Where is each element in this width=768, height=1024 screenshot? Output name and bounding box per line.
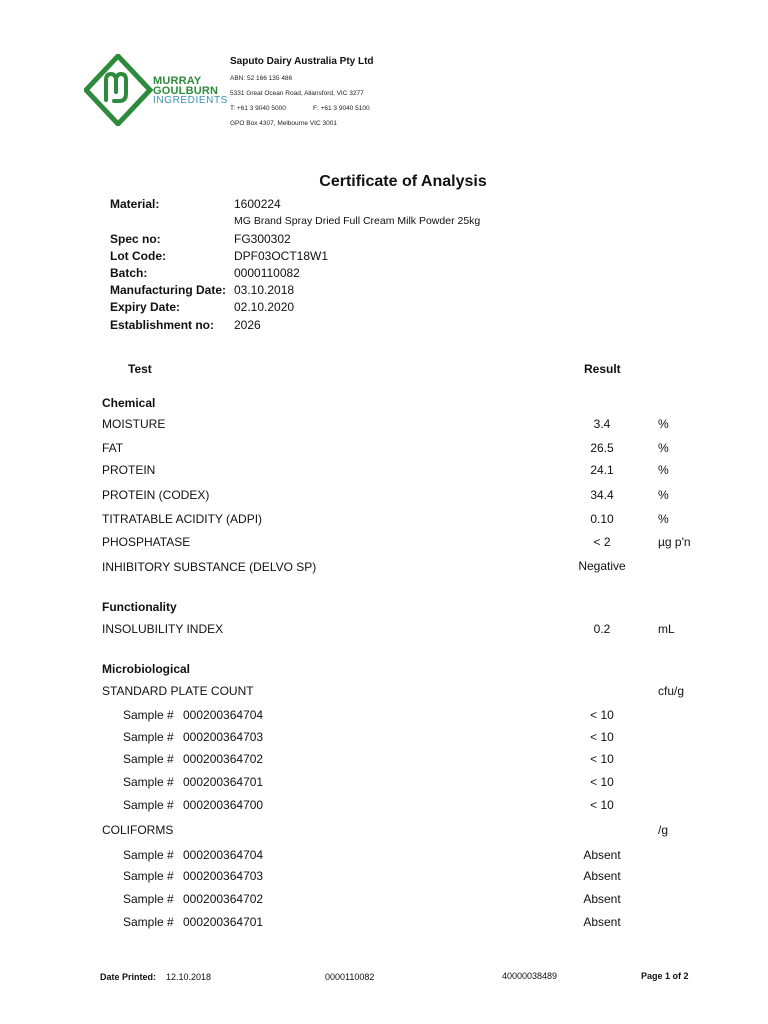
test-result: 0.10 [590,512,614,526]
coliforms-unit: /g [658,823,669,837]
company-po-box: GPO Box 4307, Melbourne VIC 3001 [230,120,337,127]
establishment-label: Establishment no: [110,318,215,332]
test-unit: % [658,512,669,526]
microbiological-heading: Microbiological [102,662,191,676]
test-column-header: Test [128,362,152,376]
test-unit: mL [658,622,675,636]
logo-line-1: MURRAY [153,75,202,87]
spec-value: FG300302 [234,232,291,246]
page-title: Certificate of Analysis [319,173,487,190]
result-column-header: Result [584,362,621,376]
test-result: 0.2 [593,622,611,636]
sample-result: Absent [583,915,621,929]
test-result: 26.5 [590,441,614,455]
lot-code-value: DPF03OCT18W1 [234,249,329,263]
material-description: MG Brand Spray Dried Full Cream Milk Powder 25kg [234,215,481,227]
functionality-heading: Functionality [102,600,177,614]
test-name: INSOLUBILITY INDEX [102,622,224,636]
sample-result: Absent [583,869,621,883]
sample-id: 000200364704 [183,848,264,862]
test-result: 24.1 [590,463,614,477]
company-abn: ABN: 52 166 135 486 [230,75,293,82]
sample-result: < 10 [590,775,614,789]
sample-id: 000200364703 [183,869,264,883]
test-name: PROTEIN [102,463,156,477]
sample-id: 000200364702 [183,892,264,906]
expiry-date-value: 02.10.2020 [234,300,295,314]
test-result: < 2 [593,535,611,549]
material-code: 1600224 [234,197,281,211]
sample-id: 000200364702 [183,752,264,766]
batch-value: 0000110082 [234,266,300,280]
page-number: Page 1 of 2 [641,971,689,981]
sample-id: 000200364703 [183,730,264,744]
test-unit: µg p'n [658,535,691,549]
sample-result: < 10 [590,752,614,766]
chemical-heading: Chemical [102,396,156,410]
lot-code-label: Lot Code: [110,249,166,263]
company-phone: T: +61 3 9040 5000 [230,105,286,112]
sample-label: Sample # [123,752,174,766]
sample-label: Sample # [123,848,174,862]
sample-result: Absent [583,848,621,862]
sample-label: Sample # [123,915,174,929]
test-unit: % [658,463,669,477]
test-name: PROTEIN (CODEX) [102,488,210,502]
sample-id: 000200364701 [183,915,264,929]
sample-result: Absent [583,892,621,906]
sample-label: Sample # [123,869,174,883]
logo-wordmark [153,76,228,106]
logo-line-2: GOULBURN [153,85,219,97]
establishment-value: 2026 [234,318,261,332]
batch-label: Batch: [110,266,148,280]
test-unit: % [658,417,669,431]
sample-id: 000200364704 [183,708,264,722]
footer-document-number: 40000038489 [502,971,558,981]
standard-plate-count-name: STANDARD PLATE COUNT [102,684,254,698]
company-name: Saputo Dairy Australia Pty Ltd [230,56,374,67]
test-name: MOISTURE [102,417,166,431]
sample-result: < 10 [590,798,614,812]
date-printed-label: Date Printed: [100,972,157,982]
sample-result: < 10 [590,708,614,722]
footer-batch: 0000110082 [325,972,375,982]
sample-label: Sample # [123,775,174,789]
test-name: FAT [102,441,124,455]
manufacturing-date-value: 03.10.2018 [234,283,295,297]
test-name: INHIBITORY SUBSTANCE (DELVO SP) [102,560,317,574]
date-printed-value: 12.10.2018 [166,972,212,982]
test-name: TITRATABLE ACIDITY (ADPI) [102,512,263,526]
sample-id: 000200364700 [183,798,264,812]
test-result: 3.4 [593,417,611,431]
material-label: Material: [110,197,160,211]
coliforms-name: COLIFORMS [102,823,174,837]
company-fax: F: +61 3 9040 5100 [313,105,370,112]
sample-label: Sample # [123,892,174,906]
expiry-date-label: Expiry Date: [110,300,181,314]
test-unit: % [658,441,669,455]
sample-label: Sample # [123,798,174,812]
manufacturing-date-label: Manufacturing Date: [110,283,227,297]
standard-plate-count-unit: cfu/g [658,684,685,698]
sample-id: 000200364701 [183,775,264,789]
sample-label: Sample # [123,708,174,722]
test-result: 34.4 [590,488,614,502]
spec-label: Spec no: [110,232,161,246]
sample-result: < 10 [590,730,614,744]
company-address: 5331 Great Ocean Road, Allansford, VIC 3277 [230,90,364,97]
test-result: Negative [578,559,626,573]
test-name: PHOSPHATASE [102,535,191,549]
sample-label: Sample # [123,730,174,744]
logo-line-3: INGREDIENTS [153,95,228,106]
test-unit: % [658,488,669,502]
